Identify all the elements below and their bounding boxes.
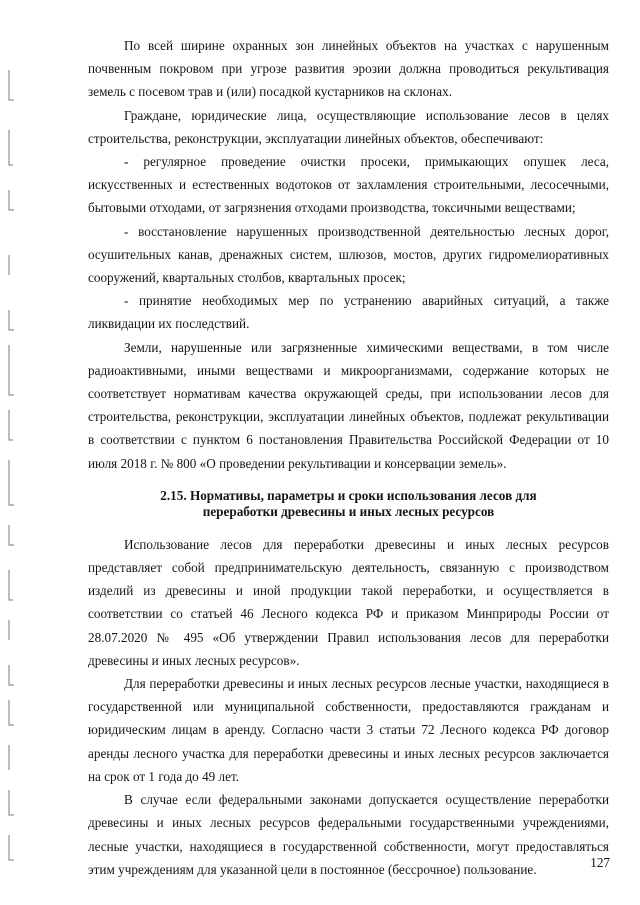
paragraph-permanent-use: В случае если федеральными законами допускается осуществление переработки древесины и иных лесных ресурсов федеральными государственными учреждениями, лесные участки, находящиеся в государственной собственности, могут предоставляться этим учреждениям для указанной цели в постоянное (бессрочное) пользование. [88, 792, 609, 877]
scan-margin-marks [0, 0, 30, 905]
document-body [88, 34, 609, 881]
paragraph-contaminated-lands: Земли, нарушенные или загрязненные химическими веществами, в том числе радиоактивными, иными веществами и микроорганизмами, содержание которых не соответствует нормативам качества окружающей среды, при использовании лесов для строительства, реконструкции, эксплуатации линейных объектов, подлежат рекультивации в соответствии с пунктом 6 постановления Правительства Российской Федерации от 10 июля 2018 г. № 800 «О проведении рекультивации и консервации земель». [88, 339, 609, 471]
paragraph-lease-terms: Для переработки древесины и иных лесных ресурсов лесные участки, находящиеся в государственной или муниципальной собственности, предоставляются гражданам и юридическим лицам в аренду. Согласно части 3 статьи 72 Лесного кодекса РФ договор аренды лесного участка для переработки древесины и иных лесных ресурсов заключается на срок от 1 года до 49 лет. [88, 676, 609, 784]
section-heading-line1: 2.15. Нормативы, параметры и сроки использования лесов для [160, 487, 537, 503]
paragraph-obligations-intro: Граждане, юридические лица, осуществляющие использование лесов в целях строительства, реконструкции, эксплуатации линейных объектов, обеспечивают: [88, 107, 609, 146]
list-item-emergency: - принятие необходимых мер по устранению аварийных ситуаций, а также ликвидации их последствий. [88, 293, 609, 332]
page-number: 127 [590, 855, 610, 870]
section-heading-line2: переработки древесины и иных лесных ресурсов [202, 503, 495, 519]
section-heading [88, 488, 609, 520]
list-item-clearing: - регулярное проведение очистки просеки, примыкающих опушек леса, искусственных и естественных водотоков от захламления строительными, лесосечными, бытовыми отходами, от загрязнения отходами производства, токсичными веществами; [88, 154, 609, 216]
paragraph-reclamation: По всей ширине охранных зон линейных объектов на участках с нарушенным почвенным покровом при угрозе развития эрозии должна проводиться рекультивация земель с посевом трав и (или) посадкой кустарников на склонах. [88, 38, 609, 100]
paragraph-processing-definition: Использование лесов для переработки древесины и иных лесных ресурсов представляет собой предпринимательскую деятельность, связанную с производством изделий из древесины и иной продукции такой переработки, и осуществляется в соответствии со статьей 46 Лесного кодекса РФ и приказом Минприроды России от 28.07.2020 № 495 «Об утверждении Правил использования лесов для переработки древесины и иных лесных ресурсов». [88, 536, 609, 668]
list-item-restoration: - восстановление нарушенных производственной деятельностью лесных дорог, осушительных канав, дренажных систем, шлюзов, мостов, других гидромелиоративных сооружений, квартальных столбов, квартальных просек; [88, 223, 609, 286]
